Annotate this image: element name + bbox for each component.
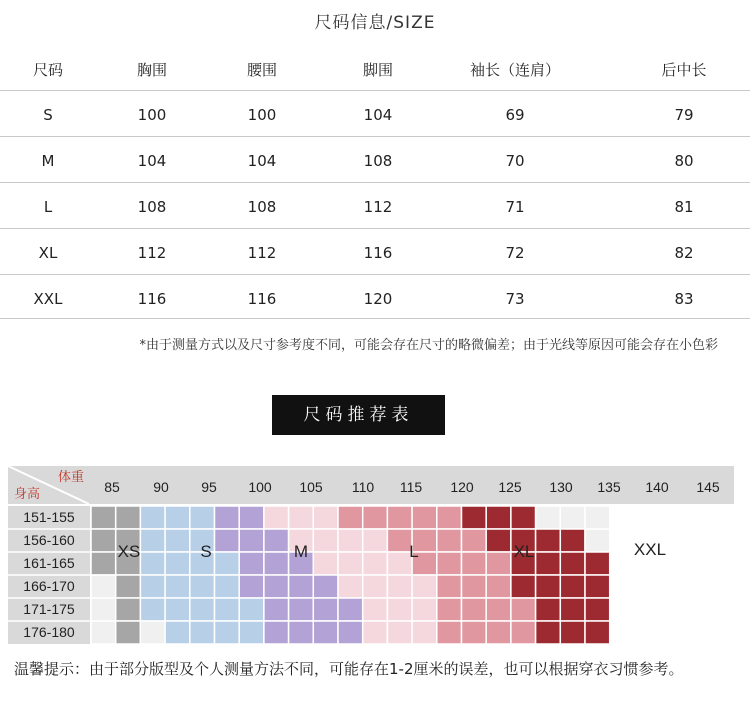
weight-tick-label: 110 bbox=[351, 479, 375, 495]
grid-cell bbox=[239, 506, 264, 529]
grid-cell bbox=[116, 506, 141, 529]
grid-cell bbox=[585, 552, 610, 575]
cell-size: L bbox=[43, 198, 53, 216]
grid-cell bbox=[313, 552, 338, 575]
grid-cell bbox=[239, 621, 264, 644]
grid-cell bbox=[437, 506, 462, 529]
grid-cell bbox=[215, 575, 240, 598]
grid-cell bbox=[387, 598, 412, 621]
table-divider bbox=[0, 90, 750, 91]
grid-cell bbox=[165, 506, 190, 529]
weight-tick-label: 120 bbox=[450, 479, 474, 495]
size-zone-label: XXL bbox=[633, 540, 667, 559]
grid-cell bbox=[215, 598, 240, 621]
grid-cell bbox=[338, 529, 363, 552]
grid-cell bbox=[387, 575, 412, 598]
cell-sleeve: 71 bbox=[505, 198, 525, 216]
cell-waist: 104 bbox=[247, 152, 277, 170]
table-row bbox=[0, 230, 750, 276]
grid-cell bbox=[437, 529, 462, 552]
grid-cell bbox=[190, 621, 215, 644]
grid-cell bbox=[412, 575, 437, 598]
grid-cell bbox=[511, 506, 536, 529]
cell-sleeve: 69 bbox=[505, 106, 525, 124]
cell-hem: 112 bbox=[363, 198, 393, 216]
grid-cell bbox=[486, 575, 511, 598]
header-hem: 脚围 bbox=[362, 61, 393, 79]
grid-cell bbox=[264, 575, 289, 598]
grid-cell bbox=[239, 598, 264, 621]
tip-text: 温馨提示：由于部分版型及个人测量方法不同，可能存在1-2厘米的误差，也可以根据穿衣习惯参考。 bbox=[14, 660, 684, 678]
cell-length: 80 bbox=[674, 152, 694, 170]
grid-cell bbox=[264, 598, 289, 621]
grid-cell bbox=[140, 575, 165, 598]
cell-sleeve: 72 bbox=[505, 244, 525, 262]
grid-cell bbox=[264, 621, 289, 644]
cell-chest: 116 bbox=[137, 290, 167, 308]
grid-cell bbox=[239, 552, 264, 575]
grid-cell bbox=[511, 598, 536, 621]
grid-cell bbox=[536, 506, 561, 529]
weight-tick-label: 130 bbox=[549, 479, 573, 495]
grid-cell bbox=[116, 575, 141, 598]
header-size: 尺码 bbox=[32, 61, 63, 79]
grid-cell bbox=[165, 529, 190, 552]
grid-cell bbox=[313, 575, 338, 598]
grid-cell bbox=[363, 598, 388, 621]
grid-cell bbox=[338, 598, 363, 621]
grid-cell bbox=[363, 552, 388, 575]
grid-cell bbox=[486, 506, 511, 529]
weight-tick-label: 125 bbox=[498, 479, 522, 495]
cell-chest: 108 bbox=[137, 198, 167, 216]
height-tick-label: 171-175 bbox=[23, 601, 75, 617]
grid-cell bbox=[239, 575, 264, 598]
size-zone-label: L bbox=[409, 542, 419, 561]
header-length: 后中长 bbox=[661, 61, 707, 79]
table-divider bbox=[0, 274, 750, 275]
weight-tick-label: 115 bbox=[399, 479, 423, 495]
grid-cell bbox=[412, 621, 437, 644]
size-table-header bbox=[0, 47, 750, 93]
cell-size: M bbox=[41, 152, 55, 170]
grid-cell bbox=[91, 552, 116, 575]
grid-cell bbox=[215, 529, 240, 552]
grid-cell bbox=[412, 506, 437, 529]
grid-cell bbox=[462, 598, 487, 621]
cell-length: 82 bbox=[674, 244, 694, 262]
weight-tick-label: 135 bbox=[597, 479, 621, 495]
cell-length: 79 bbox=[674, 106, 694, 124]
grid-cell bbox=[536, 575, 561, 598]
grid-cell bbox=[536, 529, 561, 552]
cell-hem: 108 bbox=[363, 152, 393, 170]
grid-cell bbox=[91, 529, 116, 552]
weight-tick-label: 95 bbox=[201, 479, 217, 495]
grid-cell bbox=[585, 575, 610, 598]
grid-cell bbox=[116, 621, 141, 644]
size-zone-label: M bbox=[293, 542, 309, 561]
weight-tick-label: 90 bbox=[153, 479, 169, 495]
grid-cell bbox=[140, 598, 165, 621]
grid-cell bbox=[437, 575, 462, 598]
cell-size: S bbox=[43, 106, 53, 124]
grid-cell bbox=[560, 598, 585, 621]
table-row bbox=[0, 184, 750, 230]
cell-hem: 116 bbox=[363, 244, 393, 262]
height-tick-label: 166-170 bbox=[23, 578, 75, 594]
grid-cell bbox=[437, 621, 462, 644]
grid-cell bbox=[338, 506, 363, 529]
height-tick-label: 151-155 bbox=[23, 509, 75, 525]
grid-cell bbox=[165, 598, 190, 621]
grid-cell bbox=[437, 598, 462, 621]
grid-cell bbox=[412, 598, 437, 621]
cell-hem: 104 bbox=[363, 106, 393, 124]
grid-cell bbox=[91, 506, 116, 529]
grid-cell bbox=[190, 506, 215, 529]
weight-tick-label: 100 bbox=[248, 479, 272, 495]
table-divider bbox=[0, 318, 750, 319]
cell-size: XXL bbox=[33, 290, 63, 308]
weight-axis-label: 体重 bbox=[58, 469, 85, 484]
grid-cell bbox=[313, 529, 338, 552]
grid-cell bbox=[486, 552, 511, 575]
grid-cell bbox=[585, 529, 610, 552]
size-zone-label: XL bbox=[513, 542, 535, 561]
grid-cell bbox=[363, 529, 388, 552]
recommend-badge: 尺码推荐表 bbox=[272, 395, 445, 435]
grid-cell bbox=[289, 621, 314, 644]
table-row bbox=[0, 92, 750, 138]
grid-cell bbox=[91, 621, 116, 644]
grid-cell bbox=[462, 529, 487, 552]
grid-cell bbox=[511, 575, 536, 598]
header-sleeve: 袖长（连肩） bbox=[469, 61, 560, 79]
weight-tick-label: 105 bbox=[299, 479, 323, 495]
grid-cell bbox=[289, 506, 314, 529]
grid-cell bbox=[437, 552, 462, 575]
grid-cell bbox=[486, 621, 511, 644]
grid-cell bbox=[536, 621, 561, 644]
grid-cell bbox=[511, 621, 536, 644]
cell-hem: 120 bbox=[363, 290, 393, 308]
grid-cell bbox=[190, 598, 215, 621]
grid-cell bbox=[363, 621, 388, 644]
cell-waist: 100 bbox=[247, 106, 277, 124]
grid-cell bbox=[462, 575, 487, 598]
cell-chest: 104 bbox=[137, 152, 167, 170]
grid-cell bbox=[585, 506, 610, 529]
measurement-note: *由于测量方式以及尺寸参考度不同，可能会存在尺寸的略微偏差；由于光线等原因可能会存在小色彩 bbox=[139, 338, 718, 353]
grid-cell bbox=[536, 552, 561, 575]
grid-cell bbox=[387, 506, 412, 529]
grid-cell bbox=[462, 506, 487, 529]
cell-sleeve: 73 bbox=[505, 290, 525, 308]
grid-cell bbox=[116, 598, 141, 621]
grid-cell bbox=[560, 506, 585, 529]
cell-length: 83 bbox=[674, 290, 694, 308]
cell-waist: 112 bbox=[247, 244, 277, 262]
grid-cell bbox=[190, 575, 215, 598]
height-tick-label: 156-160 bbox=[23, 532, 75, 548]
grid-cell bbox=[165, 552, 190, 575]
grid-cell bbox=[91, 575, 116, 598]
grid-cell bbox=[313, 506, 338, 529]
grid-cell bbox=[363, 575, 388, 598]
grid-cell bbox=[462, 552, 487, 575]
grid-cell bbox=[338, 575, 363, 598]
grid-cell bbox=[338, 621, 363, 644]
grid-cell bbox=[560, 575, 585, 598]
height-tick-label: 176-180 bbox=[23, 624, 75, 640]
grid-cell bbox=[140, 506, 165, 529]
table-divider bbox=[0, 228, 750, 229]
cell-sleeve: 70 bbox=[505, 152, 525, 170]
weight-tick-label: 140 bbox=[645, 479, 669, 495]
grid-cell bbox=[536, 598, 561, 621]
height-tick-label: 161-165 bbox=[23, 555, 75, 571]
grid-cell bbox=[486, 598, 511, 621]
grid-cell bbox=[560, 552, 585, 575]
grid-cell bbox=[140, 621, 165, 644]
grid-cell bbox=[363, 506, 388, 529]
grid-cell bbox=[289, 598, 314, 621]
cell-size: XL bbox=[38, 244, 58, 262]
grid-cell bbox=[140, 552, 165, 575]
grid-cell bbox=[585, 621, 610, 644]
grid-cell bbox=[165, 621, 190, 644]
grid-cell bbox=[560, 529, 585, 552]
weight-tick-label: 145 bbox=[696, 479, 720, 495]
grid-cell bbox=[91, 598, 116, 621]
table-row bbox=[0, 276, 750, 322]
grid-cell bbox=[462, 621, 487, 644]
grid-cell bbox=[264, 552, 289, 575]
grid-cell bbox=[313, 598, 338, 621]
grid-cell bbox=[289, 575, 314, 598]
grid-cell bbox=[338, 552, 363, 575]
grid-cell bbox=[560, 621, 585, 644]
grid-cell bbox=[264, 506, 289, 529]
size-zone-label: S bbox=[200, 542, 212, 561]
grid-cell bbox=[264, 529, 289, 552]
grid-cell bbox=[239, 529, 264, 552]
weight-tick-label: 85 bbox=[104, 479, 120, 495]
size-zone-label: XS bbox=[117, 542, 141, 561]
header-waist: 腰围 bbox=[246, 61, 277, 79]
size-recommendation-chart bbox=[0, 462, 750, 644]
height-axis-label: 身高 bbox=[14, 486, 41, 501]
grid-cell bbox=[165, 575, 190, 598]
grid-cell bbox=[486, 529, 511, 552]
grid-cell bbox=[313, 621, 338, 644]
table-row bbox=[0, 138, 750, 184]
table-divider bbox=[0, 136, 750, 137]
grid-cell bbox=[215, 552, 240, 575]
cell-chest: 112 bbox=[137, 244, 167, 262]
cell-length: 81 bbox=[674, 198, 694, 216]
header-chest: 胸围 bbox=[136, 61, 167, 79]
size-info-title: 尺码信息/SIZE bbox=[314, 13, 436, 33]
cell-waist: 108 bbox=[247, 198, 277, 216]
size-table bbox=[0, 40, 750, 320]
grid-cell bbox=[585, 598, 610, 621]
cell-waist: 116 bbox=[247, 290, 277, 308]
grid-cell bbox=[387, 621, 412, 644]
grid-cell bbox=[215, 506, 240, 529]
table-divider bbox=[0, 182, 750, 183]
grid-cell bbox=[215, 621, 240, 644]
grid-cell bbox=[140, 529, 165, 552]
cell-chest: 100 bbox=[137, 106, 167, 124]
